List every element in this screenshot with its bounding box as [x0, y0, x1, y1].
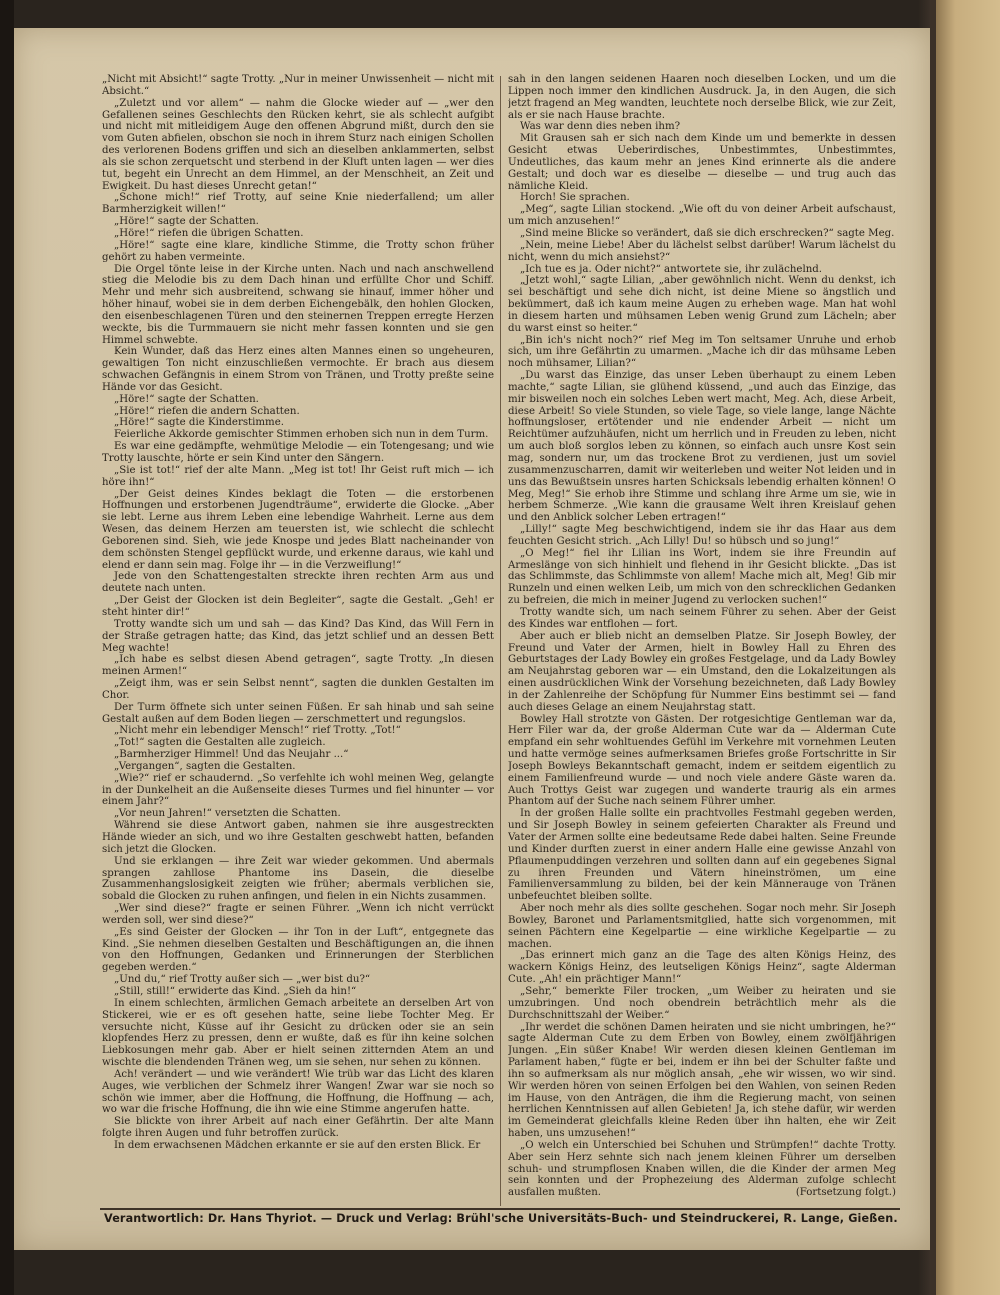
paragraph: „Höre!“ riefen die andern Schatten.: [114, 405, 300, 417]
paragraph: „Lilly!“ sagte Meg beschwichtigend, indem sie ihr das Haar aus dem feuchten Gesicht strich. „Ach Lilly! Du! so hübsch und so jung!“: [508, 524, 896, 547]
paragraph: „Höre!“ riefen die übrigen Schatten.: [114, 227, 304, 239]
paragraph: „Ich tue es ja. Oder nicht?“ antwortete sie, ihr zulächelnd.: [520, 263, 823, 275]
paragraph: „O Meg!“ fiel ihr Lilian ins Wort, indem sie ihre Freundin auf Armeslänge von sich hinhielt und flehend in ihr Gesicht blickte. „Das ist das Schlimmste, das Schlimmste von allem! Mache mich alt, Meg! Gib mir Runzeln und einen welken Leib, um mich von den schrecklichen Gedanken zu befreien, die mich in meiner Jugend zu verlocken suchen!“: [508, 547, 896, 607]
paragraph: „Zuletzt und vor allem“ — nahm die Glocke wieder auf — „wer den Gefallenen seines Geschlechts den Rücken kehrt, sie als schlecht aufgibt und nicht mit mitleidigem Auge den offenen Abgrund mißt, durch den sie vom Guten abfielen, obschon sie noch in ihrem Sturz nach einigen Schollen des verlorenen Bodens griffen und sich an dieselben anklammerten, selbst als sie schon zerquetscht und sterbend in der Kluft unten lagen — wer dies tut, begeht ein Unrecht an dem Himmel, an der Menschheit, an Zeit und Ewigkeit. Du hast dieses Unrecht getan!“: [102, 97, 494, 192]
paragraph: „Höre!“ sagte eine klare, kindliche Stimme, die Trotty schon früher gehört zu haben vermeinte.: [102, 239, 494, 263]
paragraph: Bowley Hall strotzte von Gästen. Der rotgesichtige Gentleman war da, Herr Filer war da, der große Alderman Cute war da — Alderman Cute empfand ein sehr wohltuendes Gefühl im Verkehre mit vornehmen Leuten und hatte vermöge seines aufmerksamen Briefes große Fortschritte in Sir Joseph Bowleys Bekanntschaft gemacht, indem er seitdem eigentlich zu einem Familienfreund wurde — und noch viele andere Gäste waren da. Auch Trottys Geist war zugegen und wanderte traurig als ein armes Phantom auf der Suche nach seinem Führer umher.: [508, 713, 896, 808]
paragraph: Trotty wandte sich um und sah — das Kind? Das Kind, das Will Fern in der Straße getragen hatte; das Kind, das jetzt schlief und an dessen Bett Meg wachte!: [102, 618, 494, 654]
paragraph: Was war denn dies neben ihm?: [520, 121, 681, 133]
paragraph: Trotty wandte sich, um nach seinem Führer zu sehen. Aber der Geist des Kindes war entflohen — fort.: [508, 606, 896, 630]
paragraph: „Schone mich!“ rief Trotty, auf seine Knie niederfallend; um aller Barmherzigkeit willen!“: [102, 192, 494, 216]
continuation-note: (Fortsetzung folgt.): [795, 1187, 896, 1199]
paragraph: „Höre!“ sagte der Schatten.: [114, 393, 259, 405]
paragraph: Horch! Sie sprachen.: [520, 192, 630, 204]
paragraph: „Jetzt wohl,“ sagte Lilian, „aber gewöhnlich nicht. Wenn du denkst, ich sei beschäftigt und sehe dich nicht, ist deine Miene so ängstlich und bekümmert, daß ich kaum meine Augen zu erheben wage. Man hat wohl in diesem harten und mühsamen Leben wenig Grund zum Lächeln; aber du warst einst so heiter.“: [508, 275, 896, 334]
paragraph: „Sehr,“ bemerkte Filer trocken, „um Weiber zu heiraten und sie umzubringen. Und noch obendrein beträchtlich mehr als die Durchschnittszahl der Weiber.“: [508, 985, 896, 1021]
paragraph: „Bin ich's nicht noch?“ rief Meg im Ton seltsamer Unruhe und erhob sich, um ihre Gefährtin zu umarmen. „Mache ich dir das mühsame Leben noch mühsamer, Lilian?“: [508, 334, 896, 370]
paragraph: „Wer sind diese?“ fragte er seinen Führer. „Wenn ich nicht verrückt werden soll, wer sind diese?“: [102, 903, 494, 926]
paragraph: „O welch ein Unterschied bei Schuhen und Strümpfen!“ dachte Trotty. Aber sein Herz sehnte sich nach jenem kleinen Führer um derselben schuh- und strumpflosen Knaben willen, die die Kinder der armen Meg sein konnten und der Prophezeiung des Alderman zufolge schlecht ausfallen mußten. (Fortsetzung folgt.): [508, 1139, 896, 1199]
paragraph: Ach! verändert — und wie verändert! Wie trüb war das Licht des klaren Auges, wie verblichen der Schmelz ihrer Wangen! Zwar war sie noch so schön wie immer, aber die Hoffnung, die Hoffnung, die Hoffnung — ach, wo war die frische Hoffnung, die ihn wie eine Stimme angerufen hatte.: [102, 1068, 494, 1116]
paragraph: „Du warst das Einzige, das unser Leben überhaupt zu einem Leben machte,“ sagte Lilian, sie glühend küssend, „und auch das Einzige, das mir bisweilen noch ein solches Leben wert macht, Meg. Ach, diese Arbeit, diese Arbeit! So viele Stunden, so viele Tage, so viele lange, lange Nächte hoffnungsloser, ertötender und nie endender Arbeit — nicht um Reichtümer aufzuhäufen, nicht um herrlich und in Freuden zu leben, nicht um auch bloß sorglos leben zu können, so einfach auch unsre Kost sein mag, sondern nur, um das trockene Brot zu verdienen, just um soviel zusammenzuscharren, damit wir weiterleben und weiter Not leiden und in uns das Bewußtsein unsres harten Schicksals lebendig erhalten können! O Meg, Meg!“ Sie erhob ihre Stimme und schlang ihre Arme um sie, wie in herbem Schmerze. „Wie kann die grausame Welt ihren Kreislauf gehen und den Anblick solcher Leben ertragen!“: [508, 370, 896, 524]
paragraph: Sie blickte von ihrer Arbeit auf nach einer Gefährtin. Der alte Mann folgte ihren Augen und fuhr betroffen zurück.: [102, 1116, 494, 1140]
paragraph: Feierliche Akkorde gemischter Stimmen erhoben sich nun in dem Turm.: [114, 429, 489, 441]
paragraph: „Das erinnert mich ganz an die Tage des alten Königs Heinz, des wackern Königs Heinz, des leutseligen Königs Heinz“, sagte Alderman Cute. „Ah! ein prächtiger Mann!“: [508, 950, 896, 986]
paragraph: Der Turm öffnete sich unter seinen Füßen. Er sah hinab und sah seine Gestalt außen auf dem Boden liegen — zerschmettert und regungslos.: [102, 701, 494, 725]
paragraph: „Sie ist tot!“ rief der alte Mann. „Meg ist tot! Ihr Geist ruft mich — ich höre ihn!“: [102, 464, 494, 488]
paragraph: „Ihr werdet die schönen Damen heiraten und sie nicht umbringen, he?“ sagte Alderman Cute zu dem Erben von Bowley, einem zwölfjährigen Jungen. „Ein süßer Knabe! Wir werden diesen kleinen Gentleman im Parlament haben,“ fügte er bei, indem er ihn bei der Schulter faßte und ihn so aufmerksam als nur möglich ansah, „ehe wir wissen, wo wir sind. Wir werden hören von seinen Erfolgen bei den Wahlen, von seinen Reden im Hause, von den Anträgen, die ihm die Regierung macht, von seinen herrlichen Kenntnissen auf allen Gebieten! Ja, ich stehe dafür, wir werden im Gemeinderat gleichfalls kleine Reden über ihn halten, ehe wir Zeit haben, uns umzusehen!“: [508, 1021, 896, 1140]
paragraph: „Vor neun Jahren!“ versetzten die Schatten.: [114, 808, 341, 820]
facing-page-edge: [936, 0, 1000, 1295]
paragraph: „Still, still!“ erwiderte das Kind. „Sieh da hin!“: [114, 985, 357, 997]
paragraph: Jede von den Schattengestalten streckte ihren rechten Arm aus und deutete nach unten.: [102, 571, 494, 595]
paragraph: „Meg“, sagte Lilian stockend. „Wie oft du von deiner Arbeit aufschaust, um mich anzusehen!“: [508, 204, 896, 228]
paragraph: „Vergangen“, sagten die Gestalten.: [114, 760, 296, 772]
paragraph: „Ich habe es selbst diesen Abend getragen“, sagte Trotty. „In diesen meinen Armen!“: [102, 654, 494, 678]
paragraph: Und sie erklangen — ihre Zeit war wieder gekommen. Und abermals sprangen zahllose Phantome ins Dasein, die dieselbe Zusammenhangslosigkeit zeigten wie früher; abermals verblichen sie, sobald die Glocken zu ruhen anfingen, und fielen in ein Nichts zusammen.: [102, 855, 494, 903]
imprint-rule: [100, 1208, 900, 1210]
paragraph: In einem schlechten, ärmlichen Gemach arbeitete an derselben Art von Stickerei, wie er es oft gesehen hatte, seine liebe Tochter Meg. Er versuchte nicht, Küsse auf ihr Gesicht zu drücken oder sie an sein klopfendes Herz zu pressen, denn er wußte, daß es für ihn keine solchen Liebkosungen mehr gab. Aber er hielt seinen zitternden Atem an und wischte die blendenden Tränen weg, um sie sehen, nur sehen zu können.: [102, 997, 494, 1069]
paragraph: „Höre!“ sagte der Schatten.: [114, 216, 259, 228]
paragraph: „Sind meine Blicke so verändert, daß sie dich erschrecken?“ sagte Meg.: [520, 227, 895, 239]
paragraph: sah in den langen seidenen Haaren noch dieselben Locken, und um die Lippen noch immer den kindlichen Ausdruck. Ja, in den Augen, die sich jetzt fragend an Meg wandten, leuchtete noch derselbe Blick, wie zur Zeit, als er sie nach Hause brachte.: [508, 74, 896, 121]
paragraph: In dem erwachsenen Mädchen erkannte er sie auf den ersten Blick. Er: [114, 1139, 481, 1151]
paragraph: In der großen Halle sollte ein prachtvolles Festmahl gegeben werden, und Sir Joseph Bowley in seinem gefeierten Charakter als Freund und Vater der Armen sollte eine bedeutsame Rede dabei halten. Seine Freunde und Kinder durften zuerst in einer andern Halle eine gewisse Anzahl von Pflaumenpuddingen verzehren und sollten dann auf ein gegebenes Signal zu ihren Freunden und Vätern hineinströmen, um eine Familienversammlung zu bilden, bei der kein Männerauge von Tränen unbefeuchtet bleiben sollte.: [508, 808, 896, 903]
paragraph: „Zeigt ihm, was er sein Selbst nennt“, sagten die dunklen Gestalten im Chor.: [102, 678, 494, 701]
right-text-column: [508, 74, 896, 1210]
paragraph: Während sie diese Antwort gaben, nahmen sie ihre ausgestreckten Hände wieder an sich, und wo ihre Gestalten geschwebt hatten, befanden sich jetzt die Glocken.: [102, 820, 494, 855]
paragraph: Mit Grausen sah er sich nach dem Kinde um und bemerkte in dessen Gesicht etwas Ueberirdisches, Unbestimmtes, Unbestimmtes, Undeutliches, das kaum mehr an jenes Kind erinnerte als die andere Gestalt; und doch war es dieselbe — dieselbe — und trug auch das nämliche Kleid.: [508, 133, 896, 192]
book-binding-edge: [0, 0, 14, 1295]
paragraph: Kein Wunder, daß das Herz eines alten Mannes einen so ungeheuren, gewaltigen Ton nicht einzuschließen vermochte. Er brach aus diesem schwachen Gefängnis in einem Strom von Tränen, und Trotty preßte seine Hände vor das Gesicht.: [102, 346, 494, 393]
paragraph: „Der Geist der Glocken ist dein Begleiter“, sagte die Gestalt. „Geh! er steht hinter dir!“: [102, 595, 494, 618]
paragraph: „Der Geist deines Kindes beklagt die Toten — die erstorbenen Hoffnungen und erstorbenen Jugendträume“, erwiderte die Glocke. „Aber sie lebt. Lerne aus ihrem Leben eine lebendige Wahrheit. Lerne aus dem Wesen, das deinem Herzen am teuersten ist, wie schlecht die schlecht Geborenen sind. Sieh, wie jede Knospe und jedes Blatt nacheinander von dem schönsten Stengel gepflückt wurde, und erkenne daraus, wie kahl und elend er dann sein mag. Folge ihr — in die Verzweiflung!“: [102, 488, 494, 571]
paragraph: Die Orgel tönte leise in der Kirche unten. Nach und nach anschwellend stieg die Melodie bis zu dem Dach hinan und erfüllte Chor und Schiff. Mehr und mehr sich ausbreitend, schwang sie hinauf, immer höher und höher hinauf, wobei sie in dem derben Eichengebälk, den hohlen Glocken, den eisenbeschlagenen Türen und den steinernen Treppen erregte Herzen weckte, bis die Turmmauern sie nicht mehr fassen konnten und sie gen Himmel schwebte.: [102, 263, 494, 346]
paragraph: „Nein, meine Liebe! Aber du lächelst selbst darüber! Warum lächelst du nicht, wenn du mich ansiehst?“: [508, 239, 896, 263]
paragraph: Aber noch mehr als dies sollte geschehen. Sogar noch mehr. Sir Joseph Bowley, Baronet und Parlamentsmitglied, hatte sich vorgenommen, mit seinen Pächtern eine Kegelpartie — eine wirkliche Kegelpartie — zu machen.: [508, 903, 896, 950]
column-divider-rule: [500, 76, 501, 1206]
paragraph: „Barmherziger Himmel! Und das Neujahr ...“: [114, 749, 349, 761]
paragraph: Aber auch er blieb nicht an demselben Platze. Sir Joseph Bowley, der Freund und Vater der Armen, hielt in Bowley Hall zu Ehren des Geburtstages der Lady Bowley ein großes Festgelage, und da Lady Bowley am Neujahrstag geboren war — ein Umstand, den die Lokalzeitungen als einen ausdrücklichen Wink der Vorsehung bezeichneten, daß Lady Bowley in der Zahlenreihe der Schöpfung für Nummer Eins bestimmt sei — fand auch dieses Gelage an einem Neujahrstag statt.: [508, 630, 896, 713]
paragraph: „Und du,“ rief Trotty außer sich — „wer bist du?“: [114, 974, 371, 986]
paragraph: „Es sind Geister der Glocken — ihr Ton in der Luft“, entgegnete das Kind. „Sie nehmen dieselben Gestalten und Beschäftigungen an, die ihnen von den Hoffnungen, Gedanken und Erinnerungen der Sterblichen gegeben werden.“: [102, 926, 494, 974]
paragraph: „Nicht mit Absicht!“ sagte Trotty. „Nur in meiner Unwissenheit — nicht mit Absicht.“: [102, 74, 494, 97]
paragraph: „Nicht mehr ein lebendiger Mensch!“ rief Trotty. „Tot!“: [114, 725, 401, 737]
imprint-line: Verantwortlich: Dr. Hans Thyriot. — Druck und Verlag: Brühl'sche Universitäts-Buch- und Steindruckerei, R. Lange, Gießen.: [104, 1212, 898, 1225]
paragraph: „Höre!“ sagte die Kinderstimme.: [114, 417, 284, 429]
left-text-column: [102, 74, 494, 1210]
paragraph: „Tot!“ sagten die Gestalten alle zugleich.: [114, 737, 326, 749]
paragraph: „Wie?“ rief er schaudernd. „So verfehlte ich wohl meinen Weg, gelangte in der Dunkelheit an die Außenseite dieses Turmes und fiel hinunter — vor einem Jahr?“: [102, 772, 494, 808]
paragraph: Es war eine gedämpfte, wehmütige Melodie — ein Totengesang; und wie Trotty lauschte, hörte er sein Kind unter den Sängern.: [102, 441, 494, 464]
